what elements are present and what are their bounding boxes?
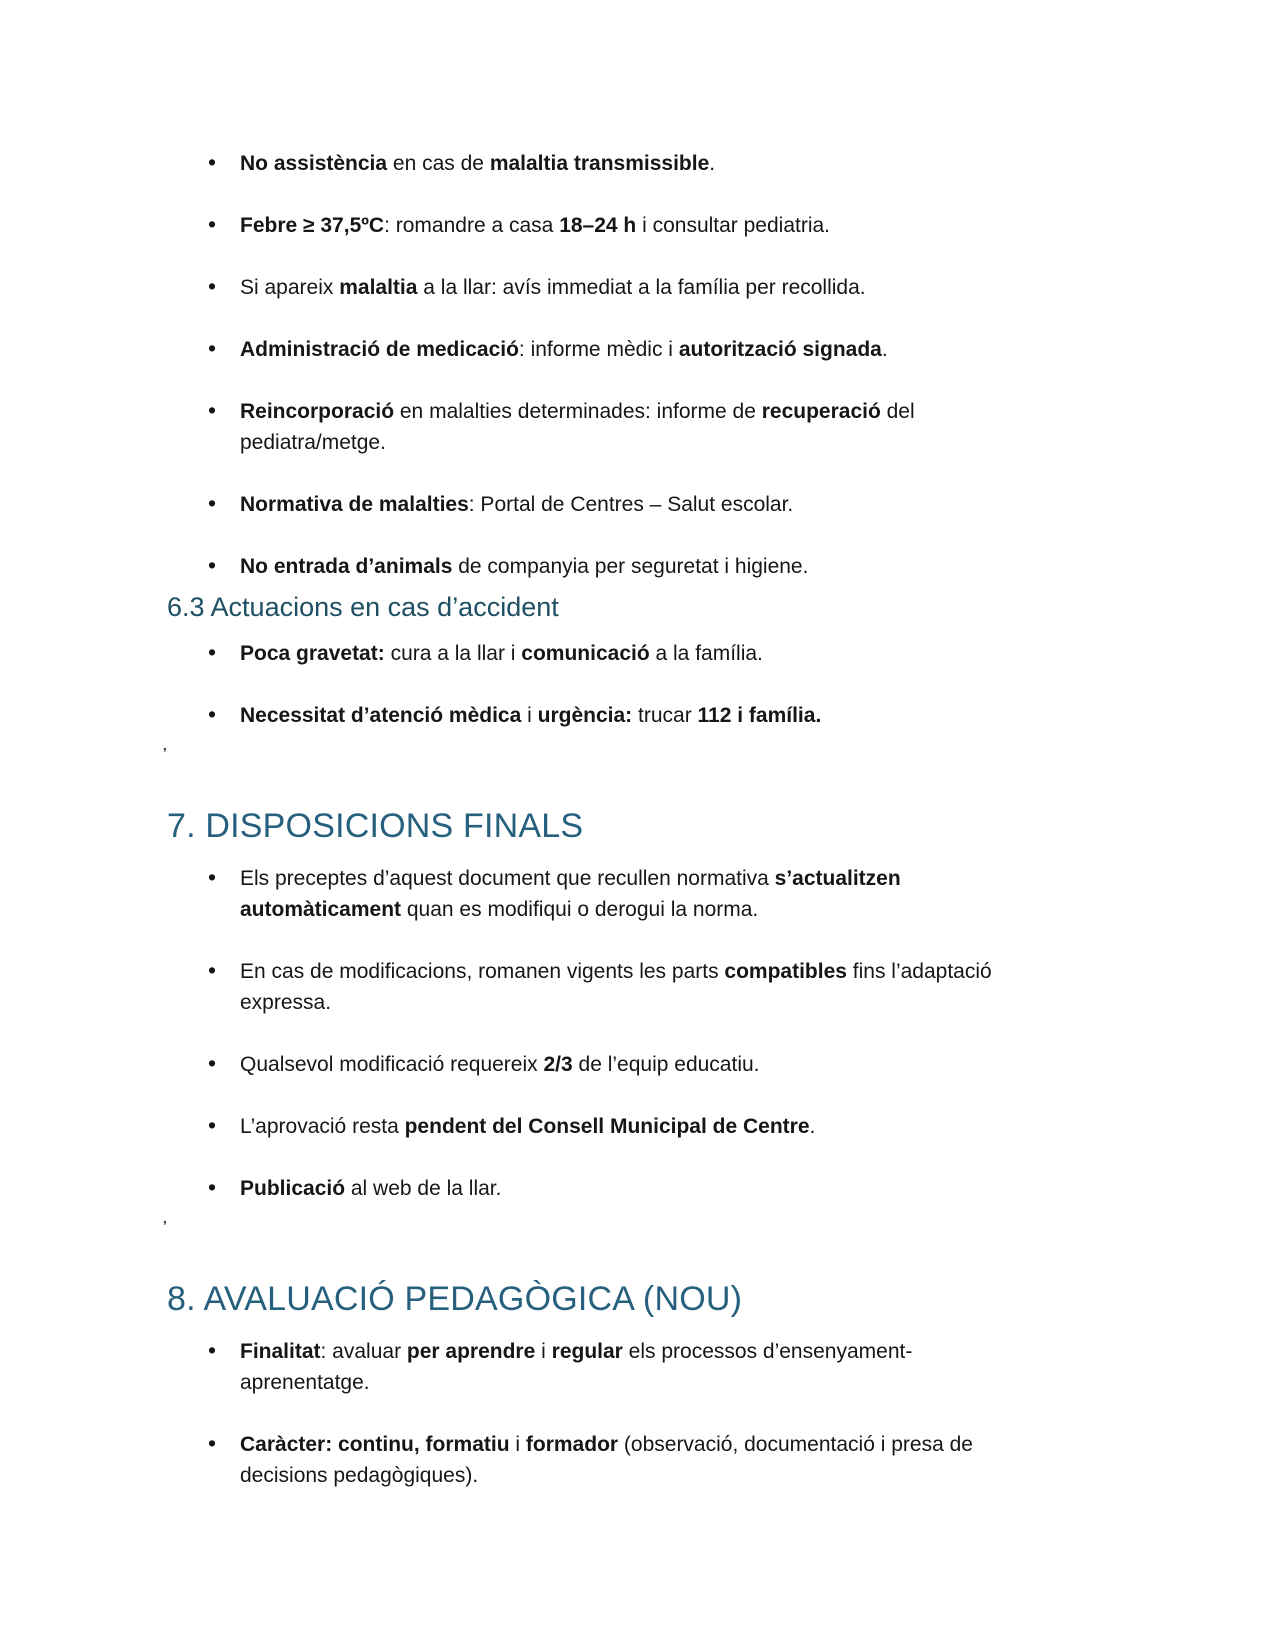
text-segment: (observació, documentació i presa de: [618, 1433, 973, 1456]
text-segment: fins l’adaptació: [846, 960, 992, 983]
bullet-line: [240, 638, 1135, 669]
bullet-item: [167, 210, 1135, 241]
document-content: [163, 148, 1135, 1491]
text-segment: malaltia: [339, 276, 418, 299]
text-segment: aprenentatge.: [240, 1371, 370, 1394]
text-segment: quan es modifiqui o derogui la norma.: [401, 898, 759, 921]
text-segment: : avaluar: [320, 1340, 407, 1363]
text-segment: recuperació: [761, 400, 881, 423]
bullet-line: [240, 1336, 1135, 1367]
bullet-line: [240, 1111, 1135, 1142]
subsection-heading: 6.3 Actuacions en cas d’accident: [167, 592, 559, 622]
bullet-line: [240, 427, 1135, 458]
text-segment: Els preceptes d’aquest document que recullen normativa: [240, 867, 775, 890]
bullet-item: [167, 1049, 1135, 1080]
bullet-list: [167, 638, 1135, 731]
text-segment: i: [509, 1433, 526, 1456]
text-segment: comunicació: [521, 642, 650, 665]
bullet-item: [167, 272, 1135, 303]
text-segment: : romandre a casa: [384, 214, 560, 237]
bullet-item: [167, 638, 1135, 669]
bullet-line: [240, 894, 1135, 925]
bullet-line: [240, 210, 1135, 241]
text-segment: expressa.: [240, 991, 332, 1014]
text-segment: cura a la llar i: [384, 642, 522, 665]
text-segment: Administració de medicació: [240, 338, 519, 361]
text-segment: pendent del Consell Municipal de Centre: [404, 1115, 810, 1138]
text-segment: autorització signada: [678, 338, 882, 361]
bullet-line: [240, 1367, 1135, 1398]
text-segment: .: [709, 152, 716, 175]
text-segment: Si apareix: [240, 276, 340, 299]
text-segment: pediatra/metge.: [240, 431, 386, 454]
bullet-list: [167, 1336, 1135, 1491]
text-segment: Finalitat: [240, 1340, 321, 1363]
text-segment: Febre ≥ 37,5ºC: [240, 214, 385, 237]
bullet-line: [240, 334, 1135, 365]
text-segment: de companyia per seguretat i higiene.: [452, 555, 809, 578]
text-segment: en cas de: [387, 152, 490, 175]
text-segment: En cas de modificacions, romanen vigents les parts: [240, 960, 725, 983]
text-segment: L’aprovació resta: [240, 1115, 405, 1138]
text-segment: els processos d’ensenyament-: [622, 1340, 913, 1363]
text-segment: automàticament: [240, 898, 402, 921]
bullet-line: [240, 1173, 1135, 1204]
text-segment: del: [880, 400, 915, 423]
bullet-line: [240, 956, 1135, 987]
text-segment: decisions pedagògiques).: [240, 1464, 479, 1487]
bullet-line: [240, 551, 1135, 582]
text-segment: No entrada d’animals: [240, 555, 453, 578]
text-segment: : informe mèdic i: [518, 338, 679, 361]
text-segment: No assistència: [240, 152, 388, 175]
bullet-item: [167, 396, 1135, 458]
text-segment: .: [881, 338, 888, 361]
text-segment: Publicació: [240, 1177, 346, 1200]
text-segment: : Portal de Centres – Salut escolar.: [468, 493, 794, 516]
bullet-item: [167, 1429, 1135, 1491]
bullet-line: [240, 396, 1135, 427]
text-segment: per aprendre: [406, 1340, 536, 1363]
text-segment: malaltia transmissible: [489, 152, 710, 175]
text-segment: 18–24 h: [559, 214, 637, 237]
bullet-item: [167, 334, 1135, 365]
text-segment: i: [521, 704, 538, 727]
text-segment: Necessitat d’atenció mèdica: [240, 704, 522, 727]
bullet-item: [167, 956, 1135, 1018]
bullet-item: [167, 1173, 1135, 1204]
text-segment: Poca gravetat:: [240, 642, 385, 665]
text-segment: i consultar pediatria.: [636, 214, 831, 237]
text-segment: Normativa de malalties: [240, 493, 469, 516]
stray-apostrophe-mark: ’: [163, 1218, 167, 1233]
text-segment: regular: [551, 1340, 623, 1363]
bullet-item: [167, 1336, 1135, 1398]
bullet-line: [240, 700, 1135, 731]
text-segment: al web de la llar.: [345, 1177, 502, 1200]
text-segment: a la família.: [649, 642, 763, 665]
bullet-line: [240, 1429, 1135, 1460]
bullet-line: [240, 148, 1135, 179]
section-heading: 7. DISPOSICIONS FINALS: [167, 807, 584, 845]
bullet-item: [167, 700, 1135, 731]
text-segment: de l’equip educatiu.: [572, 1053, 760, 1076]
text-segment: Caràcter: continu, formatiu: [240, 1433, 510, 1456]
text-segment: formador: [525, 1433, 619, 1456]
text-segment: 112 i família.: [697, 704, 822, 727]
section-heading: 8. AVALUACIÓ PEDAGÒGICA (NOU): [167, 1280, 743, 1318]
bullet-line: [240, 1049, 1135, 1080]
text-segment: Reincorporació: [240, 400, 395, 423]
bullet-line: [240, 987, 1135, 1018]
stray-apostrophe-mark: ’: [163, 745, 167, 760]
text-segment: 2/3: [543, 1053, 573, 1076]
text-segment: compatibles: [724, 960, 847, 983]
bullet-list: [167, 863, 1135, 1204]
text-segment: i: [535, 1340, 552, 1363]
text-segment: a la llar: avís immediat a la família per recollida.: [417, 276, 866, 299]
bullet-item: [167, 1111, 1135, 1142]
bullet-line: [240, 272, 1135, 303]
bullet-line: [240, 489, 1135, 520]
bullet-line: [240, 863, 1135, 894]
bullet-list: [167, 148, 1135, 582]
text-segment: Qualsevol modificació requereix: [240, 1053, 544, 1076]
bullet-item: [167, 489, 1135, 520]
text-segment: urgència:: [537, 704, 633, 727]
text-segment: en malalties determinades: informe de: [394, 400, 762, 423]
bullet-line: [240, 1460, 1135, 1491]
text-segment: trucar: [632, 704, 698, 727]
bullet-item: [167, 551, 1135, 582]
bullet-item: [167, 863, 1135, 925]
text-segment: .: [809, 1115, 816, 1138]
bullet-item: [167, 148, 1135, 179]
text-segment: s’actualitzen: [774, 867, 901, 890]
